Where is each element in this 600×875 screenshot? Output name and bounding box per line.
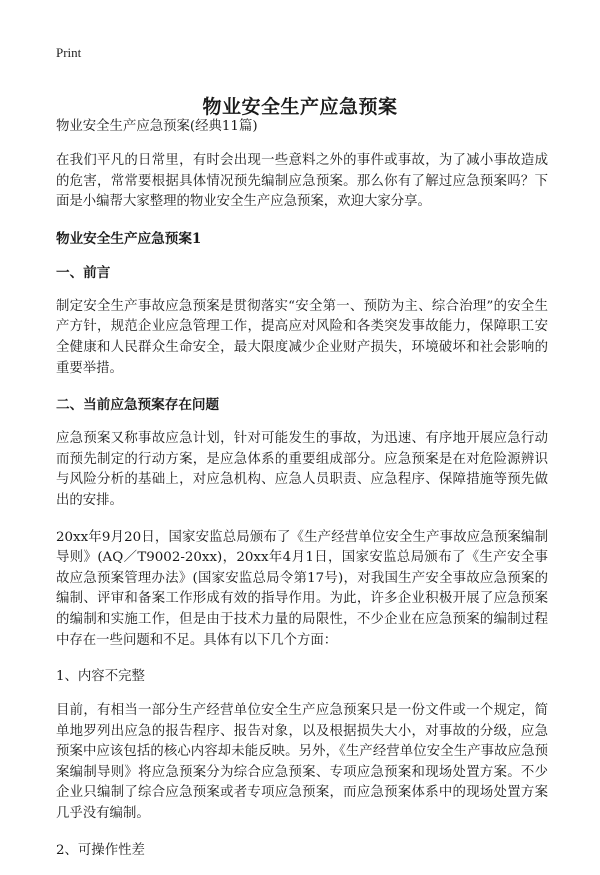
problems-paragraph-2: 20xx年9月20日，国家安监总局颁布了《生产经营单位安全生产事故应急预案编制导则》(AQ／T9002-20xx)，20xx年4月1日，国家安监总局颁布了《生产安全事故应急预案管理办法》(国家安监总局令第17号)，对我国生产安全事故应急预案的编制、评审和备案工作形成有效的指导作用。为此，许多企业积极开展了应急预案的编制和实施工作，但是由于技术力量的局限性，不少企业在应急预案的编制过程中存在一些问题和不足。具体有以下几个方面： bbox=[56, 529, 548, 648]
case-heading: 物业安全生产应急预案1 bbox=[56, 230, 202, 247]
problems-paragraph-1: 应急预案又称事故应急计划，针对可能发生的事故，为迅速、有序地开展应急行动而预先制定的行动方案，是应急体系的重要组成部分。应急预案是在对危险源辨识与风险分析的基础上，对应急机构、应急人员职责、应急程序、保障措施等预先做出的安排。 bbox=[56, 431, 548, 508]
document-body bbox=[56, 117, 548, 875]
preface-paragraph: 制定安全生产事故应急预案是贯彻落实“安全第一、预防为主、综合治理”的安全生产方针，规范企业应急管理工作，提高应对风险和各类突发事故能力，保障职工安全健康和人民群众生命安全，最大限度减少企业财产损失，环境破坏和社会影响的重要举措。 bbox=[56, 298, 548, 376]
document-subtitle: 物业安全生产应急预案(经典11篇) bbox=[56, 119, 258, 134]
print-link[interactable]: Print bbox=[56, 45, 82, 60]
section-heading-problems: 二、当前应急预案存在问题 bbox=[56, 397, 220, 414]
section-heading-preface: 一、前言 bbox=[56, 264, 111, 281]
incomplete-paragraph: 目前，有相当一部分生产经营单位安全生产应急预案只是一份文件或一个规定，简单地罗列出应急的报告程序、报告对象，以及根据损失大小，对事故的分级，应急预案中应该包括的核心内容却未能反映。另外，《生产经营单位安全生产事故应急预案编制导则》将应急预案分为综合应急预案、专项应急预案和现场处置方案。不少企业只编制了综合应急预案或者专项应急预案，而应急预案体系中的现场处置方案几乎没有编制。 bbox=[56, 703, 548, 822]
subheading-operability: 2、可操作性差 bbox=[56, 842, 145, 858]
page-title: 物业安全生产应急预案 bbox=[202, 95, 398, 118]
intro-paragraph: 在我们平凡的日常里，有时会出现一些意料之外的事件或事故，为了减小事故造成的危害，常常要根据具体情况预先编制应急预案。那么你有了解过应急预案吗？下面是小编帮大家整理的物业安全生产应急预案，欢迎大家分享。 bbox=[56, 153, 548, 210]
subheading-incomplete: 1、内容不完整 bbox=[56, 669, 145, 685]
